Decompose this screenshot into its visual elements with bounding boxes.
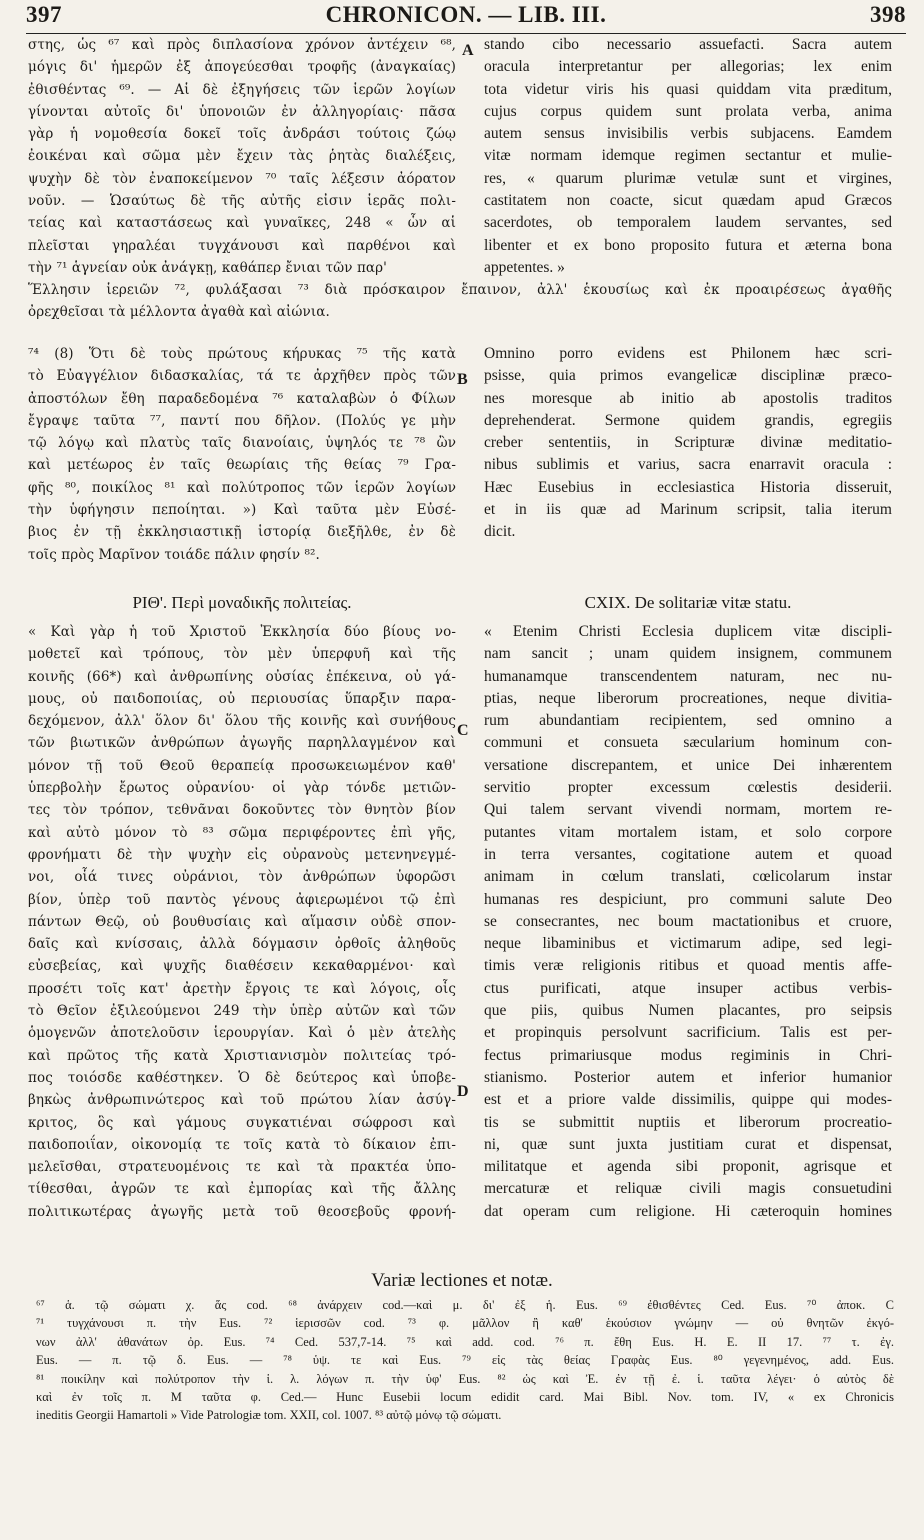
greek-line: στης, ὡς ⁶⁷ καὶ πρὸς διπλασίονα χρόνον ἀντέχειν ⁶⁸, [28, 37, 456, 53]
latin-line: et propinquis persolvunt sacrificium. Talis est per- [484, 1024, 892, 1042]
page-number-left: 397 [26, 2, 62, 27]
margin-letter-a: A [462, 42, 474, 59]
full-width-line: Ἕλλησιν ἱερειῶν ⁷², φυλάξασαι ⁷³ διὰ πρόσκαιρον ἔπαινον, ἀλλ' ἑκουσίως καὶ ἐκ προαιρέσεως ἀγαθῆς [28, 282, 892, 298]
note-line: καὶ ἐν τοῖς π. Μ ταῦτα φ. Ced.— Hunc Eusebii locum edidit card. Mai Bibl. Nov. tom. IV, « ex Chronicis [36, 1389, 894, 1404]
greek-line: νοῦν. — Ὡσαύτως δὲ τῆς αὐτῆς εἰσιν ἱερᾶς πολι- [28, 193, 456, 210]
latin-column-top [484, 34, 892, 279]
latin-line: rum abundantiam recipientem, sed omnino a [484, 712, 892, 730]
greek-column-top [28, 34, 456, 279]
latin-line: vitæ normam idemque regimen sectantur et mulie- [484, 147, 892, 165]
section-heading-latin: CXIX. De solitariæ vitæ statu. [584, 593, 792, 612]
greek-line: ὑπερβολὴν ἔρωτος οὐρανίου· οἱ γὰρ τόνδε μετιῶν- [28, 780, 456, 797]
latin-line: se consecrantes, nec boum mactationibus et cruore, [484, 912, 892, 930]
notes-heading: Variæ lectiones et notæ. [371, 1270, 553, 1291]
latin-line: et in iis quæ ad Marinum scripsit, talia iterum [484, 501, 892, 519]
greek-line: « Καὶ γὰρ ἡ τοῦ Χριστοῦ Ἐκκλησία δύο βίους νο- [28, 624, 456, 640]
note-line: Eus. — π. τῷ δ. Eus. — ⁷⁸ ὑψ. τε καὶ Eus. ⁷⁹ εἰς τὰς θείας Γραφὰς Eus. ⁸⁰ γεγενημένος, add. Eus. [36, 1353, 894, 1368]
greek-column-bottom [28, 621, 456, 1223]
greek-line: εὐσεβείας, καὶ ψυχῆς διαθέσειν κεκαθαρμένοι· καὶ [28, 958, 456, 975]
latin-line: Hæc Eusebius in ecclesiastica Historia disseruit, [484, 478, 892, 496]
greek-line: τες τὸν τρόπον, τεθνᾶναι δοκοῦντες τὸν θνητὸν βίον [28, 802, 456, 819]
latin-line: cujus corpus quidem sunt prolata verba, anima [484, 102, 892, 120]
latin-line: tota videtur viris his quasi quiddam vita præditum, [484, 80, 892, 98]
latin-line: fectus primariusque modus regiminis in Chri- [484, 1046, 892, 1064]
latin-line: psisse, quia primos evangelicæ disciplinæ præco- [484, 367, 892, 385]
full-width-line: ὀρεχθεῖσαι τὰ μέλλοντα ἀγαθὰ καὶ αἰώνια. [28, 304, 330, 321]
greek-line: μόνον τῇ τοῦ Θεοῦ θεραπείᾳ προσωκειωμένον καθ' [28, 757, 456, 774]
latin-line: putantes vitam mortalem istam, et solo corpore [484, 823, 892, 841]
latin-column-mid [484, 343, 892, 544]
note-line: ineditis Georgii Hamartoli » Vide Patrologiæ tom. XXII, col. 1007. ⁸³ αὐτῷ μόνῳ τῷ σώματι. [36, 1408, 502, 1423]
note-line: ⁶⁷ ἁ. τῷ σώματι χ. ἅς cod. ⁶⁸ ἀνάρχειν cod.—καὶ μ. δι' ἐξ ἡ. Eus. ⁶⁹ ἐθισθέντες Ced. Eus. ⁷⁰ ἀποκ. C [36, 1298, 894, 1312]
note-line: νων ἀλλ' ἀθανάτων ὀρ. Eus. ⁷⁴ Ced. 537,7-14. ⁷⁵ καὶ add. cod. ⁷⁶ π. ἔθη Eus. H. E. II 17. ⁷⁷ τ. ἐγ. [36, 1334, 894, 1349]
latin-line: timis veræ religionis ritibus et quoad mentis affe- [484, 957, 892, 975]
latin-line: communi et consueta sæcularium hominum con- [484, 734, 892, 752]
section-heading-greek: ΡΙΘ'. Περὶ μοναδικῆς πολιτείας. [132, 593, 352, 612]
note-line: ⁸¹ ποικίλην καὶ πολύτροπον τὴν ἱ. λ. λόγων π. τὴν ὑφ' Eus. ⁸² ὡς καὶ Ἐ. ἐν τῇ ἐ. ἱ. ταῦτα λέγει· ὁ αὐτὸς δὲ [36, 1371, 894, 1386]
greek-line: πάντων Θεῷ, οὐ βουθυσίαις καὶ αἵμασιν οὐδὲ σπον- [28, 913, 456, 930]
greek-line: μοθετεῖ καὶ τρόπους, τὸν μὲν ὑπερφυῆ καὶ τῆς [28, 646, 456, 663]
latin-line: est et a priore valde dissimilis, quippe qui modes- [484, 1091, 892, 1109]
greek-line: καὶ μετέωρος ἐν ταῖς θεωρίαις τῆς θείας ⁷⁹ Γρα- [28, 457, 456, 474]
margin-letter-d: D [457, 1083, 469, 1100]
latin-line: nam sancit ; unam quidem insignem, communem [484, 645, 892, 663]
greek-line: τείας καὶ καταστάσεως καὶ γυναῖκες, 248 « ὧν αἱ [28, 215, 456, 232]
greek-line: ἐοικέναι καὶ σῶμα μὲν ἔχειν τὰς ῥητὰς διαλέξεις, [28, 148, 456, 165]
latin-line: militatque et agenda sibi proponit, agrisque et [484, 1158, 892, 1176]
latin-line: Qui talem servant vivendi normam, mortem re- [484, 801, 892, 819]
latin-column-bottom [484, 621, 892, 1223]
greek-line: ἀποστόλων ἔθη παραδεδομένα ⁷⁶ καταλαβὼν ὁ Φίλων [28, 390, 456, 407]
greek-line: γίνονται αὐτοῖς δι' ὑπονοιῶν ἐν ἀλληγορίαις· πᾶσα [28, 103, 456, 120]
running-header [26, 2, 906, 30]
latin-line: ptias, neque liberorum procreationes, neque divitia- [484, 689, 892, 707]
greek-line: βίον, ὑπὲρ τοῦ παντὸς γένους ἀφιερωμένοι τῷ ἐπὶ [28, 891, 456, 908]
greek-line: φρονήματι δὲ τὴν ψυχὴν εἰς οὐρανοὺς μετενηνεγμέ- [28, 846, 456, 863]
greek-line: ἔγραψε ταῦτα ⁷⁷, παντί που δῆλον. (Πολύς γε μὴν [28, 412, 456, 429]
greek-line: ψυχὴν δὲ τὸν ἐναποκείμενον ⁷⁰ ταῖς λέξεσιν ἀόρατον [28, 170, 456, 187]
latin-line: humanas res despiciunt, pro communi salute Deo [484, 890, 892, 908]
latin-line: ctus purificati, atque insuper actibus verbis- [484, 979, 892, 997]
latin-line: tis se submittit nuptiis et liberorum procreatio- [484, 1113, 892, 1131]
latin-line: oracula interpretantur per allegorias; lex enim [484, 58, 892, 76]
latin-line: res, « quarum plurimæ vetulæ sunt et virgines, [484, 169, 892, 187]
greek-line: μόγις δι' ἡμερῶν ἐξ ἀπογεύεσθαι τροφῆς (ἀναγκαίας) [28, 59, 456, 76]
latin-line: libenter et ex bono proposito futura et æterna bona [484, 236, 892, 254]
greek-line: βιος ἐν τῇ ἐκκλησιαστικῇ ἱστορίᾳ διεξῆλθε, ἐν δὲ [28, 524, 456, 541]
greek-line: κριτος, ὃς καὶ γάμους συγκατιέναι σώφροσι καὶ [28, 1114, 456, 1131]
greek-line: φῆς ⁸⁰, ποικίλος ⁸¹ καὶ πολύτροπος τῶν ἱερῶν λογίων [28, 479, 456, 496]
running-title: CHRONICON. — LIB. III. [325, 2, 607, 27]
latin-line: autem sensus invisibilis verbis subjacens. Eamdem [484, 125, 892, 143]
latin-line: in terra versantes, cogitatione autem et quoad [484, 845, 892, 863]
greek-line: τῶν βιωτικῶν ἀνθρώπων ἀγωγῆς παρηλλαγμένον καὶ [28, 735, 456, 752]
greek-line: τὸ Εὐαγγέλιον διδασκαλίας, τά τε ἀρχῆθεν πρὸς τῶν [28, 368, 456, 385]
greek-line: τὴν ὑφήγησιν πεποίηται. ») Καὶ ταῦτα μὲν Εὐσέ- [28, 502, 456, 519]
margin-letter-c: C [457, 722, 469, 739]
latin-line: sacerdotes, ob temporalem laudem servantes, sed [484, 214, 892, 232]
greek-line: μελεῖσθαι, στρατευομένοις τε καὶ τὰ πρακτέα ὑπο- [28, 1159, 456, 1176]
greek-line: καὶ πρῶτος τῆς κατὰ Χριστιανισμὸν πολιτείας τρό- [28, 1047, 456, 1064]
latin-line: mercaturæ et reliquæ civili magis consuetudini [484, 1180, 892, 1198]
greek-line: τίθεσθαι, ἀγρῶν τε καὶ ἐμπορίας καὶ τῆς ἄλλης [28, 1181, 456, 1198]
latin-line: animam in cœlum translati, cœlicolarum instar [484, 868, 892, 886]
latin-line: deprehenderat. Sermone quidem grandis, egregiis [484, 411, 892, 429]
latin-line: humanamque transcendentem naturam, nec nu- [484, 667, 892, 685]
greek-line: πος τοιόσδε καθέστηκεν. Ὁ δὲ δεύτερος καὶ ὑποβε- [28, 1069, 456, 1086]
notes-block [36, 1296, 894, 1425]
greek-line: καὶ αὐτὸ μόνον τὸ ⁸³ σῶμα περιφέροντες ἐπὶ γῆς, [28, 824, 456, 841]
latin-line: que piis, quibus Numen placantes, pro seipsis [484, 1002, 892, 1020]
latin-line: nibus sublimis et varius, sacra enarravit oracula : [484, 456, 892, 474]
latin-line: « Etenim Christi Ecclesia duplicem vitæ discipli- [484, 623, 892, 640]
note-line: ⁷¹ τυγχάνουσι π. τὴν Eus. ⁷² ἱερισσῶν cod. ⁷³ φ. μᾶλλον ἢ καθ' ἑκούσιον γνώμην — οὐ θνητῶν ἐκγό- [36, 1316, 894, 1331]
latin-line: ni, quæ sunt juxta justitiam curat et dispensat, [484, 1135, 892, 1153]
greek-line: κοινῆς (66*) καὶ ἀνθρωπίνης οὐσίας ἐπέκεινα, οὐ γά- [28, 668, 456, 685]
greek-line: ἐθισθέντας ⁶⁹. — Αἱ δὲ ἐξηγήσεις τῶν ἱερῶν λογίων [28, 81, 456, 98]
latin-line: nes moresque ab initio ab apostolis traditos [484, 389, 892, 407]
latin-line: stando cibo necessario assuefacti. Sacra autem [484, 36, 892, 53]
margin-letter-b: B [457, 371, 468, 388]
latin-line: Omnino porro evidens est Philonem hæc scri- [484, 345, 892, 362]
greek-line: τοῖς πρὸς Μαρῖνον τοιάδε πάλιν φησίν ⁸². [28, 546, 320, 563]
latin-line: appetentes. » [484, 258, 565, 276]
latin-line: creber sententiis, in Scripturæ divinæ meditatio- [484, 434, 892, 452]
greek-line: δεχόμενον, ἀλλ' ὅλον δι' ὅλου τῆς κοινῆς καὶ συνήθους [28, 713, 456, 730]
greek-line: βηκὼς ἀνθρωπινώτερος καὶ τοῦ πρώτου λίαν ἀσύγ- [28, 1092, 456, 1109]
latin-line: dat operam cum religione. Hi cæteroquin homines [484, 1202, 892, 1220]
greek-column-mid [28, 343, 456, 566]
greek-line: νοι, οἷά τινες οὐράνιοι, τὸν ἀνθρώπων ὑφορῶσι [28, 869, 456, 886]
latin-line: neque libaminibus et victimarum adipe, sed legi- [484, 935, 892, 953]
greek-line: πολιτικωτέρας ἀγωγῆς μετὰ τοῦ θεοσεβοῦς φρονή- [28, 1203, 456, 1220]
greek-line: μους, οὐ παιδοποιίας, οὐ περιουσίας ὕπαρξιν παρα- [28, 690, 456, 707]
greek-line: δαῖς καὶ κνίσσαις, ἀλλὰ δόγμασιν ὀρθοῖς ἀληθοῦς [28, 936, 456, 953]
greek-line: τὸ Θεῖον ἐξιλεούμενοι 249 τὴν ὑπὲρ αὐτῶν καὶ τῶν [28, 1003, 456, 1020]
greek-line: πλεῖσται γηραλέαι τυγχάνουσι καὶ παρθένοι καὶ [28, 237, 456, 254]
greek-line: τὴν ⁷¹ ἁγνείαν οὐκ ἀνάγκῃ, καθάπερ ἔνιαι τῶν παρ' [28, 259, 387, 276]
latin-line: castitatem non coacte, sicut quædam apud Græcos [484, 192, 892, 210]
latin-line: stianismo. Posterior autem et inferior humanior [484, 1068, 892, 1086]
greek-line: ⁷⁴ (8) Ὅτι δὲ τοὺς πρώτους κήρυκας ⁷⁵ τῆς κατὰ [28, 346, 456, 362]
greek-line: γὰρ ἡ νομοθεσία δοκεῖ τοῖς ἀνδράσι τούτοις ζώῳ [28, 126, 456, 143]
full-width-greek [28, 279, 892, 324]
latin-line: servitio propter excessum cœlestis desiderii. [484, 779, 892, 797]
greek-line: ὁμογενῶν ἀποτελοῦσιν ἱερουργίαν. Καὶ ὁ μὲν ἀτελὴς [28, 1025, 456, 1042]
greek-line: τῷ λόγῳ καὶ πλατὺς ταῖς διανοίαις, ὑψηλός τε ⁷⁸ ὢν [28, 435, 456, 452]
greek-line: προσέτι τοῖς κατ' ἀρετὴν ἔργοις τε καὶ λόγοις, οἷς [28, 980, 456, 997]
latin-line: dicit. [484, 523, 516, 541]
latin-line: versatione discrepantem, et unice Dei inhærentem [484, 756, 892, 774]
greek-line: παιδοποιΐαν, οἰκονομίᾳ τε τοῖς κατὰ τὸ δίκαιον ἐπι- [28, 1136, 456, 1153]
page-number-right: 398 [870, 2, 906, 27]
